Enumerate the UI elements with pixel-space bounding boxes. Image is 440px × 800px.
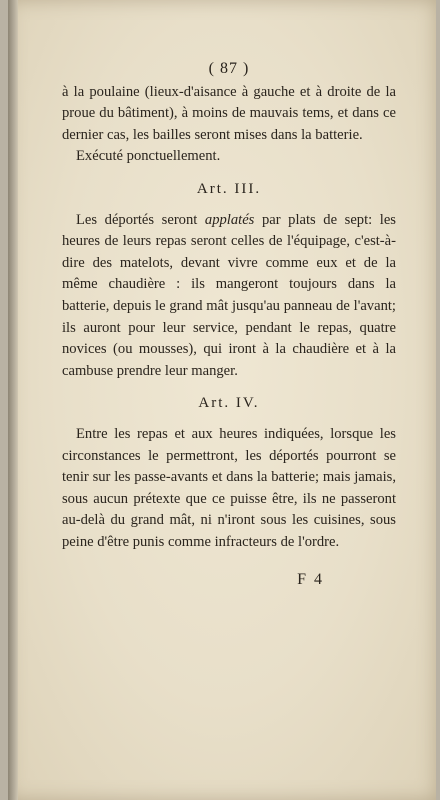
article-3-heading: Art. III. (196, 180, 262, 197)
paragraph-poulaine: à la poulaine (lieux-d'aisance à gauche et à droite de la proue du bâtiment), à moins de mauvais tems, et dans ce dernier cas, les bailles seront mises dans la batterie. (62, 83, 396, 143)
page-number: ( 87 ) (208, 60, 250, 77)
signature-mark: F 4 (297, 571, 324, 589)
article-3-text (62, 210, 396, 383)
article-3-text-end: par plats de sept: les heures de leurs repas seront celles de l'équipage, c'est-à-dire des matelots, devant vivre comme eux et de la même chaudière : ils mangeront toujours dans la batterie, depuis le grand mât jusqu'au panneau de l'avant; ils auront pour leur service, pendant le repas, quatre novices (ou mousses), qui iront à la chaudière et à la cambuse prendre leur manger. (62, 211, 396, 379)
article-3-italic-word: applatés (204, 211, 255, 228)
page-text (62, 58, 396, 591)
page-binding-edge (8, 0, 18, 800)
article-3-text-start: Les déportés seront (76, 211, 205, 228)
paragraph-execute: Exécuté ponctuellement. (76, 148, 221, 165)
book-page (8, 0, 436, 800)
article-4-text: Entre les repas et aux heures indiquées, lorsque les circonstances le permettront, les déportés pourront se tenir sur les passe-avants et dans la batterie; mais jamais, sous aucun prétexte que ce puisse être, ils ne passeront au-delà du grand mât, ni n'iront sous les cuisines, sous peine d'être punis comme infracteurs de l'ordre. (62, 425, 396, 550)
article-4-heading: Art. IV. (198, 395, 260, 412)
